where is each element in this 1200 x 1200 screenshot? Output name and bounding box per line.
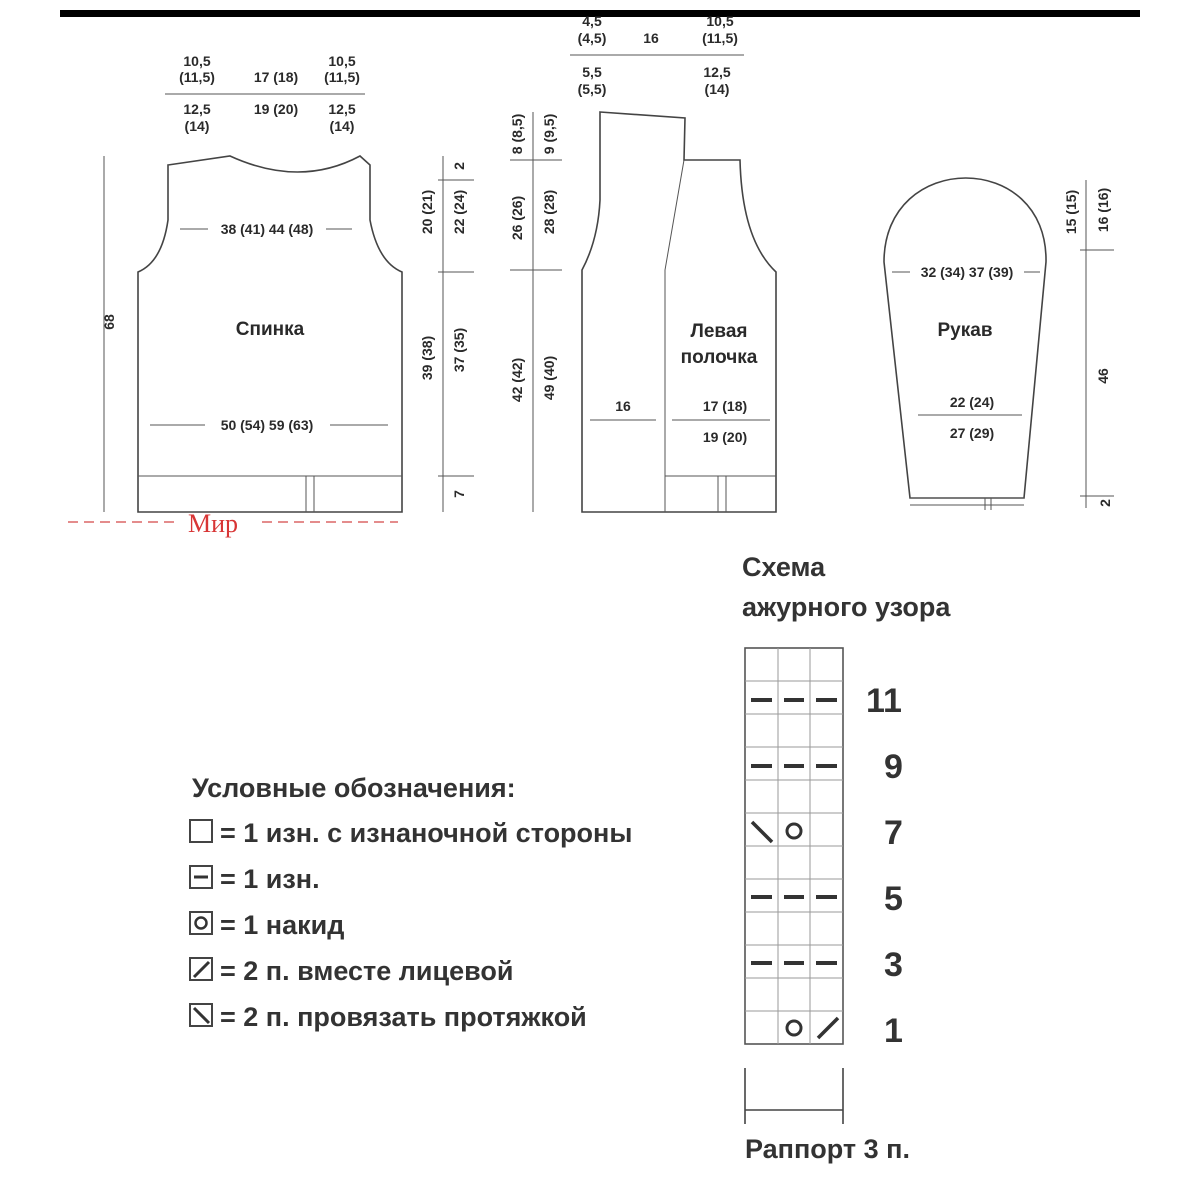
back-side-b: 37 (35): [451, 327, 467, 373]
slash-mark-row1: [818, 1018, 838, 1038]
front-left-a-1: 4,5: [582, 13, 602, 29]
front-armhole-b: 28 (28): [541, 189, 557, 235]
front-side-b: 49 (40): [541, 355, 557, 401]
back-chest-width: 38 (41) 44 (48): [220, 221, 314, 237]
sleeve-cuff: 2: [1097, 499, 1113, 507]
back-armhole-b: 22 (24): [451, 189, 467, 235]
sleeve-cap-a: 15 (15): [1063, 189, 1079, 235]
legend-title: Условные обозначения:: [192, 773, 516, 803]
front-armhole-a: 26 (26): [509, 195, 525, 241]
row-number-1: 1: [884, 1012, 903, 1050]
row-number-3: 3: [884, 946, 903, 984]
front-right-a-1: 10,5: [706, 13, 734, 29]
front-collar-a: 8 (8,5): [509, 113, 525, 155]
back-height: 68: [101, 314, 117, 330]
legend-item-1: = 1 изн. с изнаночной стороны: [220, 818, 633, 848]
yarn-over-row1: [787, 1021, 801, 1035]
back-armhole-a: 20 (21): [419, 189, 435, 235]
front-band-width: 16: [615, 398, 631, 414]
back-neck-top: 17 (18): [253, 69, 299, 85]
front-right-b-2: (14): [704, 81, 730, 97]
sleeve-label: Рукав: [937, 320, 993, 341]
back-side-a: 39 (38): [419, 335, 435, 381]
front-label-2: полочка: [680, 347, 758, 368]
backslash-mark-row7: [752, 822, 772, 842]
row-number-5: 5: [884, 880, 903, 918]
row-number-9: 9: [884, 748, 903, 786]
watermark-text: Мир: [188, 509, 239, 538]
front-width-a: 17 (18): [702, 398, 748, 414]
row-number-11: 11: [866, 682, 902, 720]
yarn-over-row7: [787, 824, 801, 838]
back-shoulder-right-1: 10,5: [328, 53, 356, 69]
legend-item-5: = 2 п. провязать протяжкой: [220, 1002, 587, 1032]
front-left-b-2: (5,5): [577, 81, 607, 97]
back-piece: [101, 53, 474, 512]
front-top-middle: 16: [643, 30, 659, 46]
front-left-b-1: 5,5: [582, 64, 602, 80]
back-lower-left-2: (14): [184, 118, 210, 134]
back-lower-left-1: 12,5: [183, 101, 211, 117]
back-shoulder-slope: 2: [451, 162, 467, 170]
front-outline: [582, 112, 776, 512]
back-hem-width: 50 (54) 59 (63): [220, 417, 314, 433]
sleeve-piece: [884, 178, 1114, 510]
back-shoulder-left-1: 10,5: [183, 53, 211, 69]
back-neck-lower: 19 (20): [253, 101, 299, 117]
legend: [190, 773, 632, 1032]
legend-item-4: = 2 п. вместе лицевой: [220, 956, 514, 986]
sleeve-lower-a: 22 (24): [949, 394, 995, 410]
repeat-bracket: [745, 1068, 843, 1124]
lace-chart: [742, 552, 951, 1164]
front-label-1: Левая: [690, 321, 748, 342]
front-side-a: 42 (42): [509, 357, 525, 403]
sleeve-width: 32 (34) 37 (39): [920, 264, 1014, 280]
circle-square-icon: [190, 912, 212, 934]
front-collar-b: 9 (9,5): [541, 113, 557, 155]
front-right-b-1: 12,5: [703, 64, 731, 80]
back-lower-right-2: (14): [329, 118, 355, 134]
front-right-a-2: (11,5): [702, 30, 738, 46]
repeat-label: Раппорт 3 п.: [745, 1134, 910, 1164]
empty-square-icon: [190, 820, 212, 842]
legend-item-2: = 1 изн.: [220, 864, 320, 894]
chart-title-2: ажурного узора: [742, 592, 951, 622]
watermark: [68, 509, 398, 538]
back-label: Спинка: [235, 319, 305, 340]
sleeve-cap-b: 16 (16): [1095, 187, 1111, 233]
chart-title-1: Схема: [742, 552, 826, 582]
left-front-piece: [509, 13, 776, 512]
legend-item-3: = 1 накид: [220, 910, 345, 940]
front-width-b: 19 (20): [702, 429, 748, 445]
back-shoulder-right-2: (11,5): [324, 69, 360, 85]
sleeve-lower-b: 27 (29): [949, 425, 995, 441]
row-number-7: 7: [884, 814, 903, 852]
back-lower-right-1: 12,5: [328, 101, 356, 117]
sleeve-length: 46: [1095, 368, 1111, 384]
back-shoulder-left-2: (11,5): [179, 69, 215, 85]
front-left-a-2: (4,5): [577, 30, 607, 46]
back-ribbing: 7: [451, 490, 467, 498]
